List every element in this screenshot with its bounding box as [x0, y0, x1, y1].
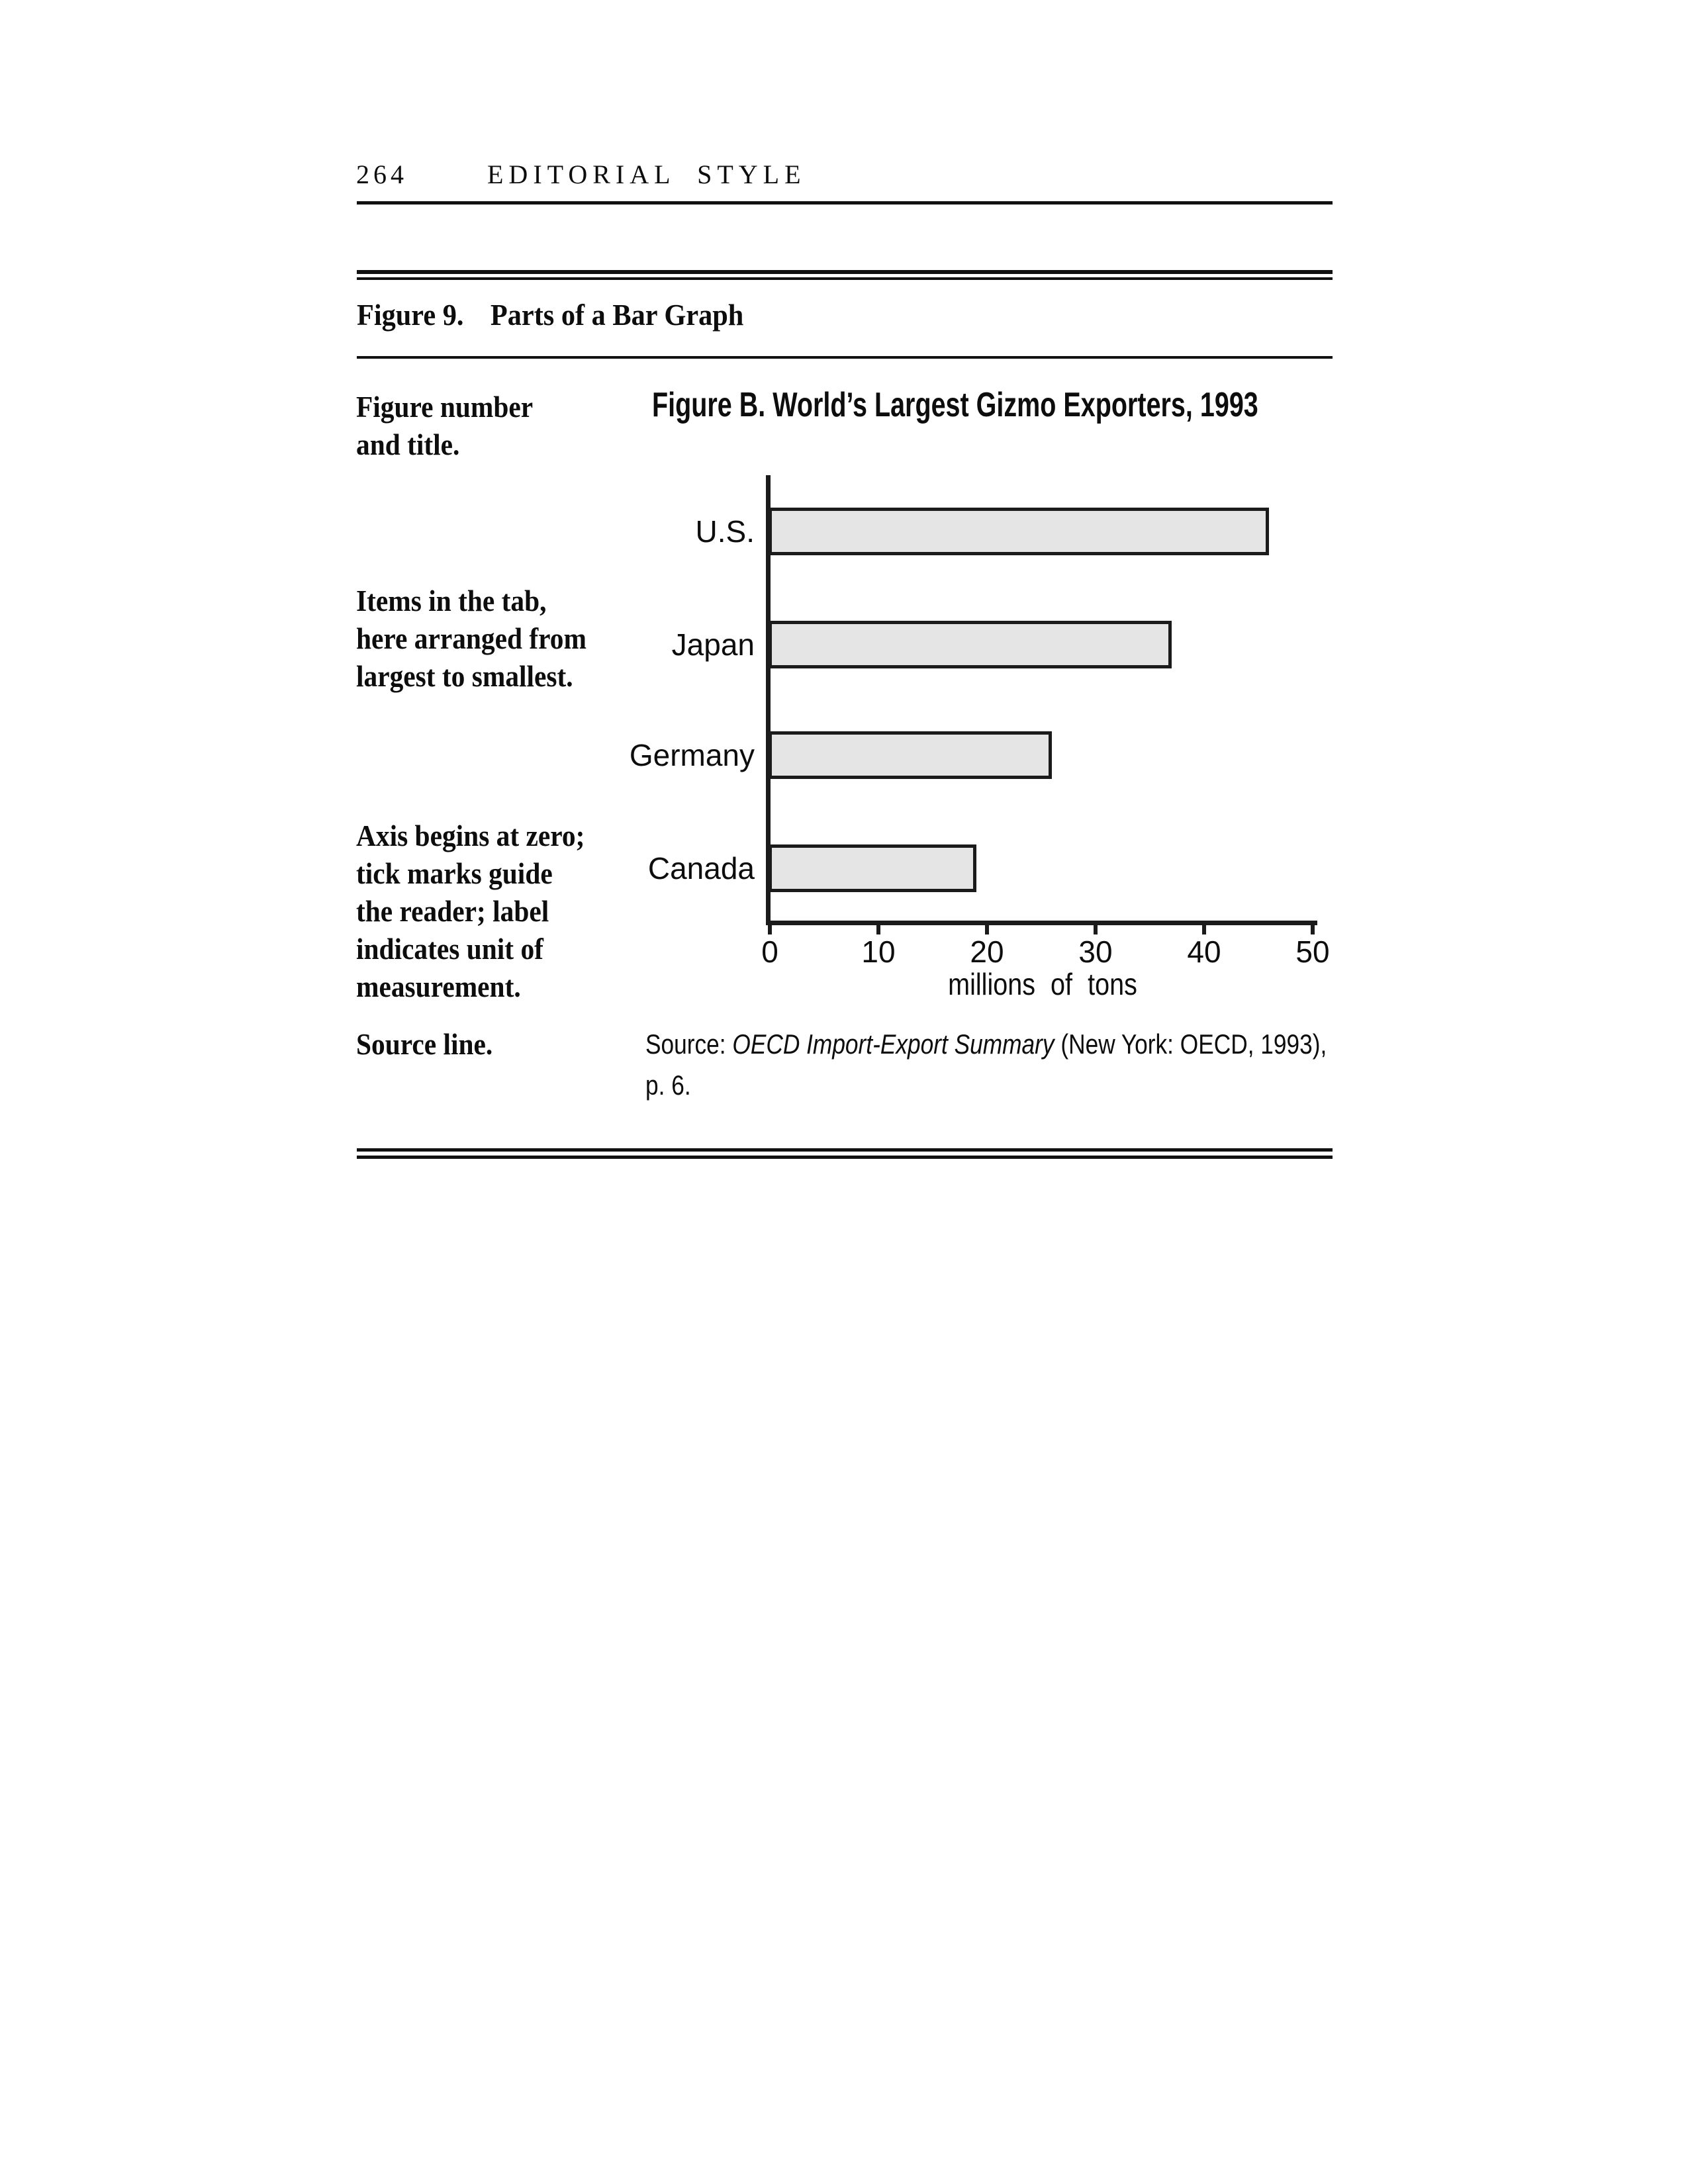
figure-caption-label: Figure 9. — [357, 298, 464, 332]
annotation-line: and title. — [356, 428, 460, 461]
x-tick-50 — [1311, 921, 1315, 934]
caption-rule — [357, 356, 1333, 359]
double-rule-top-line2 — [357, 277, 1333, 280]
x-axis-line — [766, 921, 1317, 925]
bar-us — [769, 508, 1269, 555]
page-number: 264 — [356, 159, 408, 189]
double-rule-bottom-line2 — [357, 1156, 1333, 1159]
double-rule-bottom-line1 — [357, 1148, 1333, 1152]
x-tick-40 — [1202, 921, 1206, 934]
annotation-line: indicates unit of — [356, 932, 543, 966]
source-prefix: Source: — [645, 1028, 726, 1060]
bar-label-japan: Japan — [671, 627, 755, 662]
x-tick-30 — [1094, 921, 1098, 934]
x-axis-unit-label: millions of tons — [948, 967, 1137, 1001]
running-head-rule — [357, 201, 1333, 205]
annotation-line: Source line. — [356, 1027, 493, 1061]
source-publisher: (New York: OECD, 1993), — [1060, 1028, 1327, 1060]
source-note — [645, 1026, 1327, 1104]
annotation-source-line — [356, 1025, 666, 1063]
running-head: EDITORIAL STYLE — [487, 159, 806, 189]
annotation-figure-number — [356, 388, 666, 463]
source-work-title: OECD Import-Export Summary — [732, 1028, 1055, 1060]
annotation-line: here arranged from — [356, 621, 586, 655]
annotation-line: the reader; label — [356, 894, 549, 928]
chart-title: Figure B. World’s Largest Gizmo Exporters, 1993 — [652, 386, 1258, 424]
figure-caption — [357, 296, 743, 334]
x-tick-label-30: 30 — [1078, 934, 1113, 969]
x-tick-0 — [768, 921, 772, 934]
annotation-axis — [356, 817, 666, 1005]
bar-canada — [769, 844, 976, 892]
x-tick-label-10: 10 — [861, 934, 896, 969]
bar-germany — [769, 731, 1052, 779]
x-tick-10 — [876, 921, 880, 934]
bar-label-us: U.S. — [695, 514, 755, 549]
annotation-line: Items in the tab, — [356, 584, 547, 617]
annotation-line: measurement. — [356, 970, 521, 1003]
x-tick-label-50: 50 — [1295, 934, 1330, 969]
double-rule-top-line1 — [357, 270, 1333, 274]
annotation-line: largest to smallest. — [356, 659, 573, 693]
source-note-line1 — [645, 1026, 1327, 1063]
x-tick-20 — [985, 921, 989, 934]
x-tick-label-20: 20 — [970, 934, 1004, 969]
x-tick-label-40: 40 — [1187, 934, 1221, 969]
x-tick-label-0: 0 — [761, 934, 778, 969]
annotation-line: Axis begins at zero; — [356, 819, 585, 852]
bar-label-germany: Germany — [629, 738, 755, 772]
bar-japan — [769, 621, 1172, 668]
bar-label-canada: Canada — [647, 851, 755, 886]
source-note-line2: p. 6. — [645, 1069, 691, 1101]
annotation-line: tick marks guide — [356, 856, 553, 890]
figure-caption-title: Parts of a Bar Graph — [490, 298, 744, 332]
y-axis-line — [766, 475, 771, 925]
annotation-line: Figure number — [356, 390, 534, 424]
